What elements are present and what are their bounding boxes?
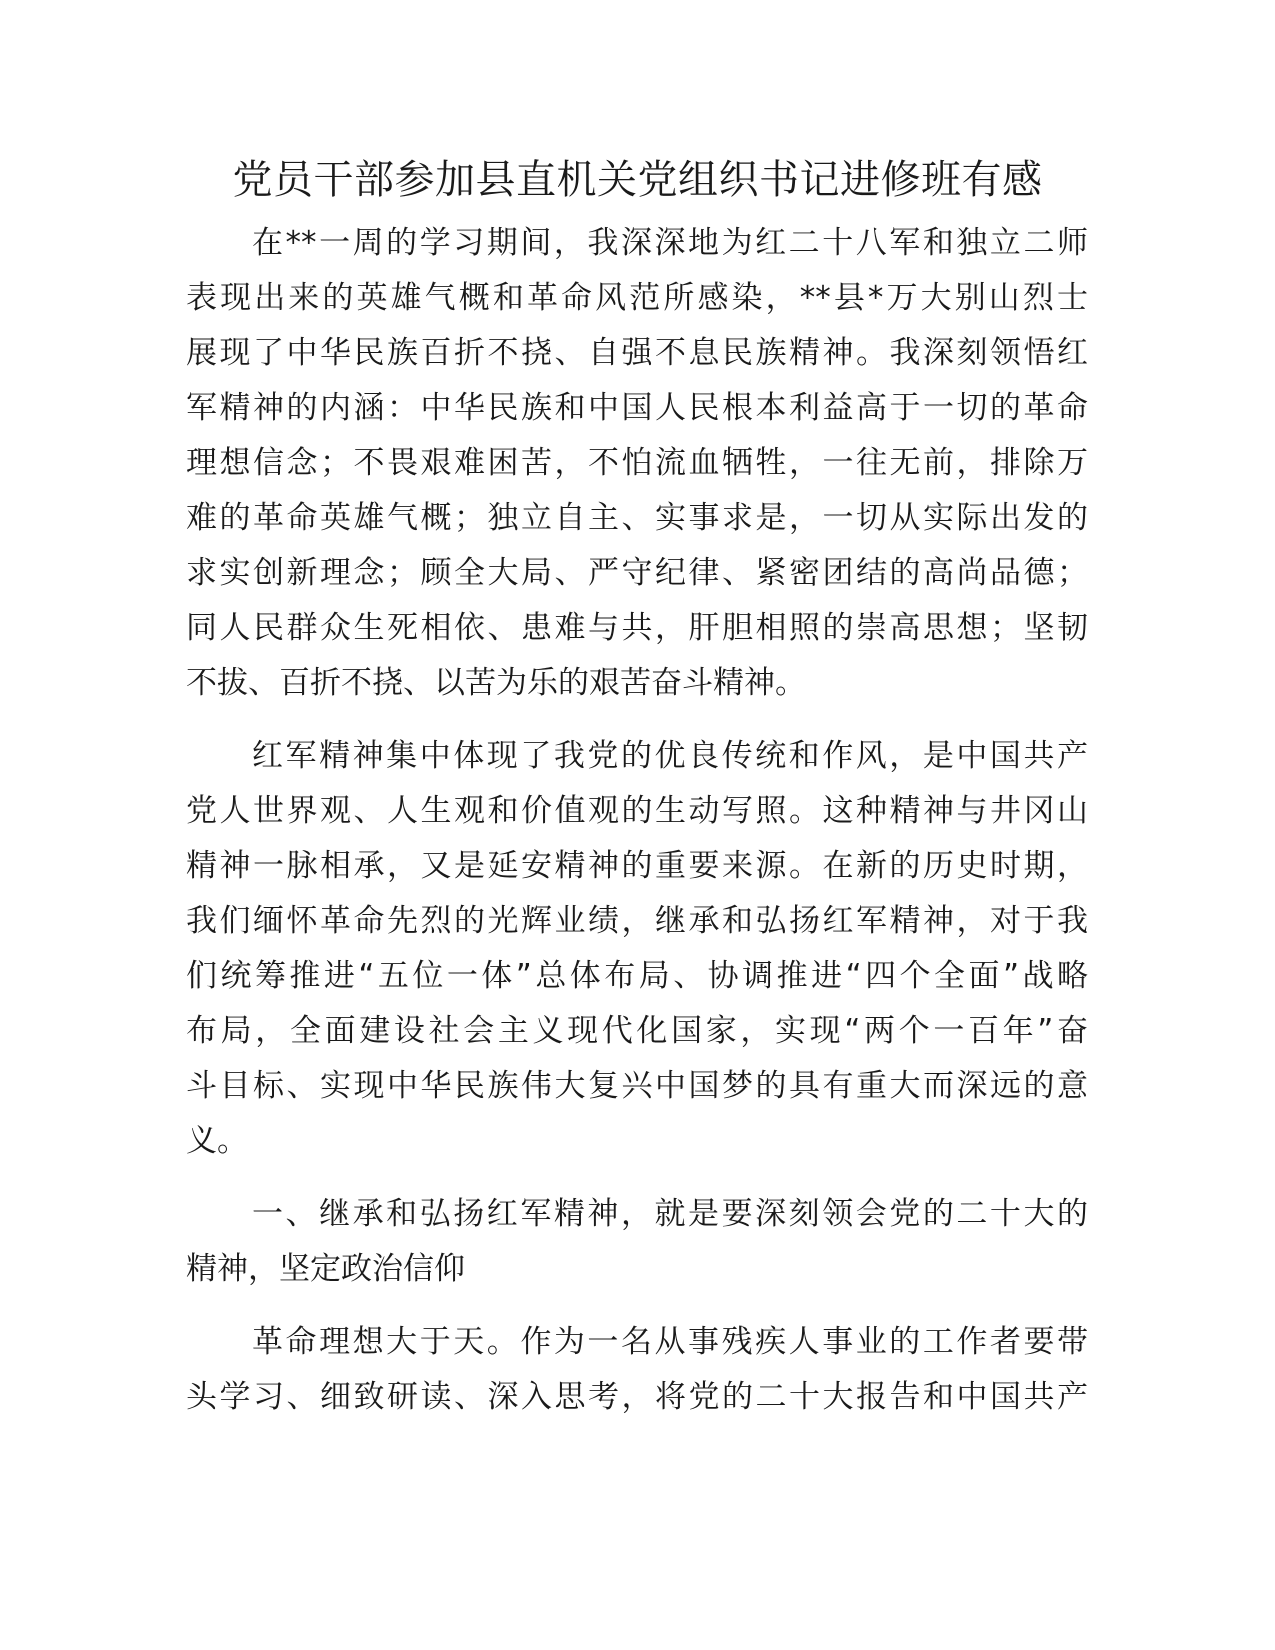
paragraph-line: 求实创新理念；顾全大局、严守纪律、紧密团结的高尚品德；: [186, 555, 1088, 591]
document-title: 党员干部参加县直机关党组织书记进修班有感: [232, 157, 1043, 203]
paragraph-line: 在**一周的学习期间，我深深地为红二十八军和独立二师: [252, 225, 1088, 261]
paragraph-line: 斗目标、实现中华民族伟大复兴中国梦的具有重大而深远的意: [186, 1068, 1088, 1104]
paragraph-line: 红军精神集中体现了我党的优良传统和作风，是中国共产: [252, 738, 1088, 774]
paragraph-line: 革命理想大于天。作为一名从事残疾人事业的工作者要带: [252, 1324, 1088, 1360]
paragraph-line: 我们缅怀革命先烈的光辉业绩，继承和弘扬红军精神，对于我: [186, 903, 1088, 939]
paragraph-line: 党人世界观、人生观和价值观的生动写照。这种精神与井冈山: [186, 793, 1088, 829]
paragraph-line: 理想信念；不畏艰难困苦，不怕流血牺牲，一往无前，排除万: [186, 445, 1088, 481]
section-heading-line: 一、继承和弘扬红军精神，就是要深刻领会党的二十大的: [252, 1196, 1088, 1232]
section-heading-line: 精神，坚定政治信仰: [186, 1251, 465, 1287]
paragraph-line: 不拔、百折不挠、以苦为乐的艰苦奋斗精神。: [186, 665, 806, 701]
paragraph-line: 义。: [186, 1123, 248, 1159]
paragraph-line: 们统筹推进“五位一体”总体布局、协调推进“四个全面”战略: [186, 958, 1088, 994]
paragraph-line: 头学习、细致研读、深入思考，将党的二十大报告和中国共产: [186, 1379, 1088, 1415]
paragraph-line: 表现出来的英雄气概和革命风范所感染，**县*万大别山烈士: [186, 280, 1088, 316]
paragraph-line: 展现了中华民族百折不挠、自强不息民族精神。我深刻领悟红: [186, 335, 1088, 371]
paragraph-line: 精神一脉相承，又是延安精神的重要来源。在新的历史时期，: [186, 848, 1088, 884]
paragraph-line: 布局，全面建设社会主义现代化国家，实现“两个一百年”奋: [186, 1013, 1088, 1049]
paragraph-line: 难的革命英雄气概；独立自主、实事求是，一切从实际出发的: [186, 500, 1088, 536]
paragraph-line: 同人民群众生死相依、患难与共，肝胆相照的崇高思想；坚韧: [186, 610, 1088, 646]
paragraph-line: 军精神的内涵：中华民族和中国人民根本利益高于一切的革命: [186, 390, 1088, 426]
